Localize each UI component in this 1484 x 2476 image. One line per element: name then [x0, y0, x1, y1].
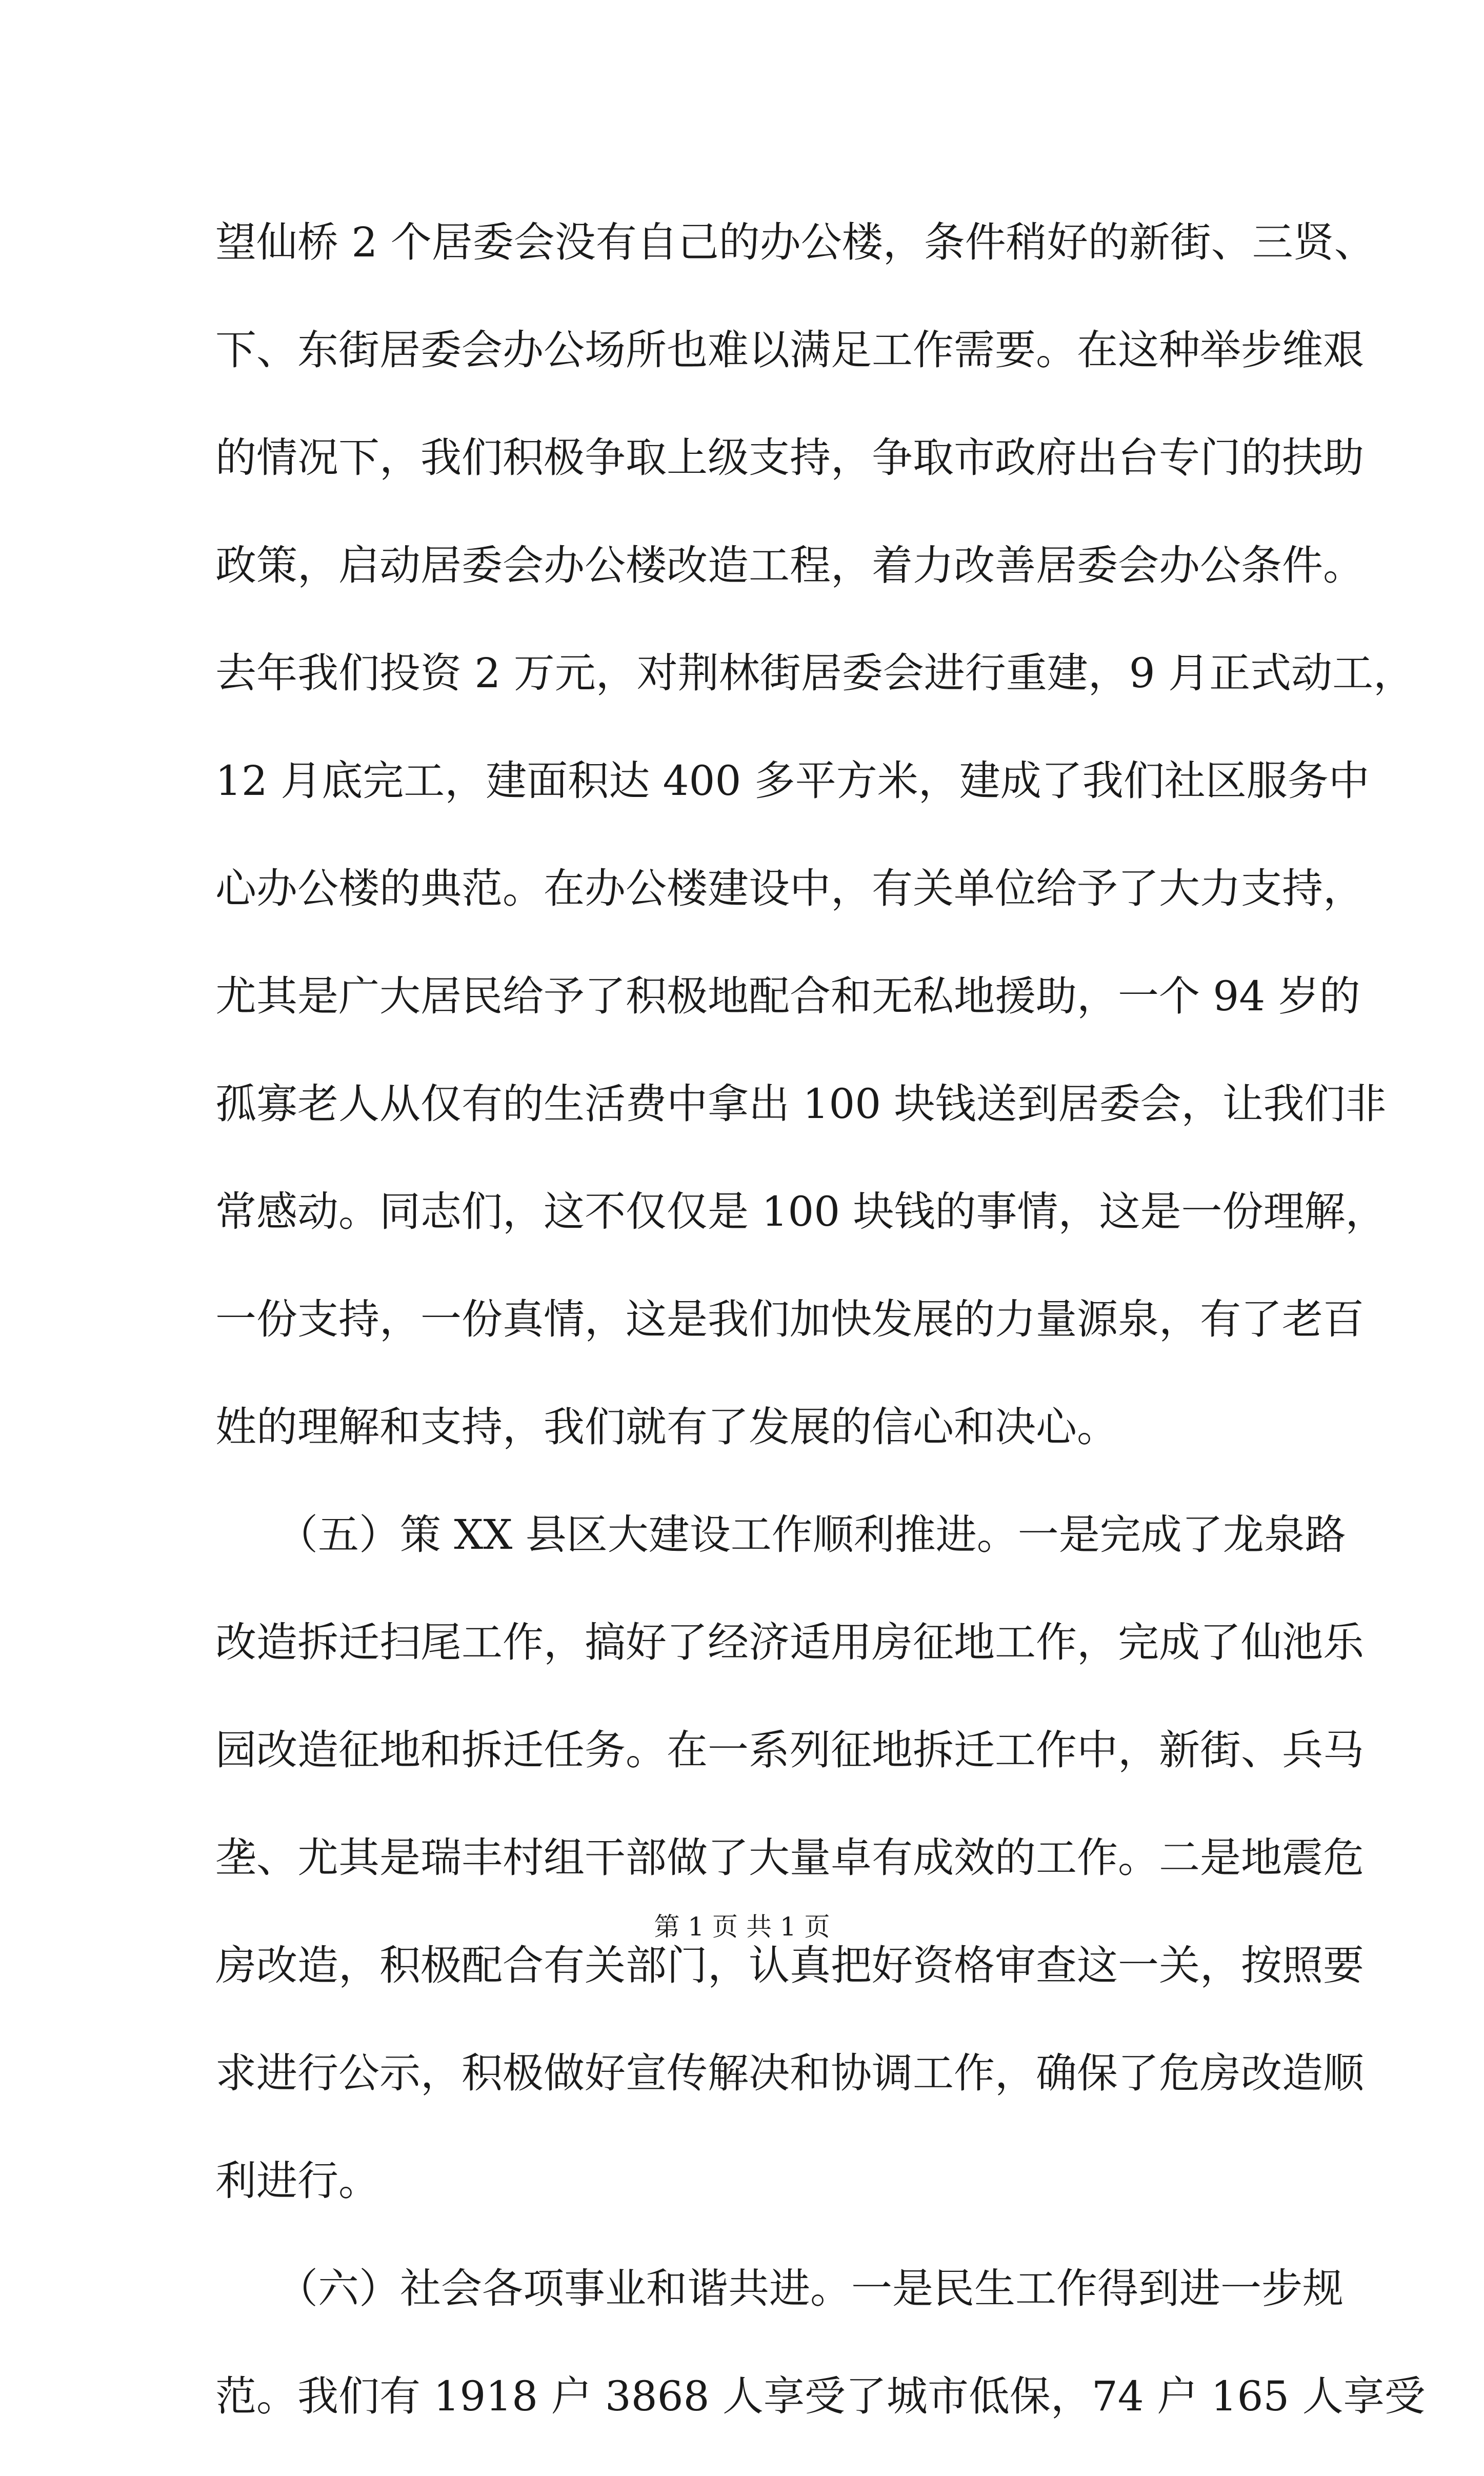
- text-line: 垄、尤其是瑞丰村组干部做了大量卓有成效的工作。二是地震危: [215, 1834, 1364, 1882]
- text-line: 房改造，积极配合有关部门，认真把好资格审查这一关，按照要: [215, 1942, 1364, 1989]
- text-line: 范。我们有 1918 户 3868 人享受了城市低保，74 户 165 人享受: [215, 2372, 1426, 2420]
- text-line: 姓的理解和支持，我们就有了发展的信心和决心。: [215, 1403, 1118, 1451]
- page-footer: 第 1 页 共 1 页: [654, 1912, 830, 1942]
- text-line: 12 月底完工，建面积达 400 多平方米，建成了我们社区服务中: [215, 757, 1370, 805]
- text-line: 望仙桥 2 个居委会没有自己的办公楼，条件稍好的新街、三贤、: [215, 218, 1375, 266]
- text-line: 园改造征地和拆迁任务。在一系列征地拆迁工作中，新街、兵马: [215, 1726, 1364, 1774]
- document-body: [215, 214, 1426, 2476]
- text-line: 利进行。: [215, 2157, 379, 2205]
- text-line: （六）社会各项事业和谐共进。一是民生工作得到进一步规: [215, 2265, 1343, 2312]
- text-line: 常感动。同志们，这不仅仅是 100 块钱的事情，这是一份理解，: [215, 1188, 1387, 1235]
- text-line: 下、东街居委会办公场所也难以满足工作需要。在这种举步维艰: [215, 326, 1364, 374]
- text-line: 孤寡老人从仅有的生活费中拿出 100 块钱送到居委会，让我们非: [215, 1080, 1387, 1128]
- text-line: 的情况下，我们积极争取上级支持，争取市政府出台专门的扶助: [215, 434, 1364, 482]
- text-line: （五）策 XX 县区大建设工作顺利推进。一是完成了龙泉路: [215, 1511, 1346, 1559]
- text-line: 政策，启动居委会办公楼改造工程，着力改善居委会办公条件。: [215, 542, 1364, 589]
- text-line: 尤其是广大居民给予了积极地配合和无私地援助，一个 94 岁的: [215, 972, 1360, 1020]
- text-line: 去年我们投资 2 万元，对荆林街居委会进行重建，9 月正式动工，: [215, 649, 1415, 697]
- text-line: 心办公楼的典范。在办公楼建设中，有关单位给予了大力支持，: [215, 865, 1364, 912]
- text-line: 改造拆迁扫尾工作，搞好了经济适用房征地工作，完成了仙池乐: [215, 1619, 1364, 1666]
- text-line: 求进行公示，积极做好宣传解决和协调工作，确保了危房改造顺: [215, 2049, 1364, 2097]
- text-line: 一份支持，一份真情，这是我们加快发展的力量源泉，有了老百: [215, 1295, 1364, 1343]
